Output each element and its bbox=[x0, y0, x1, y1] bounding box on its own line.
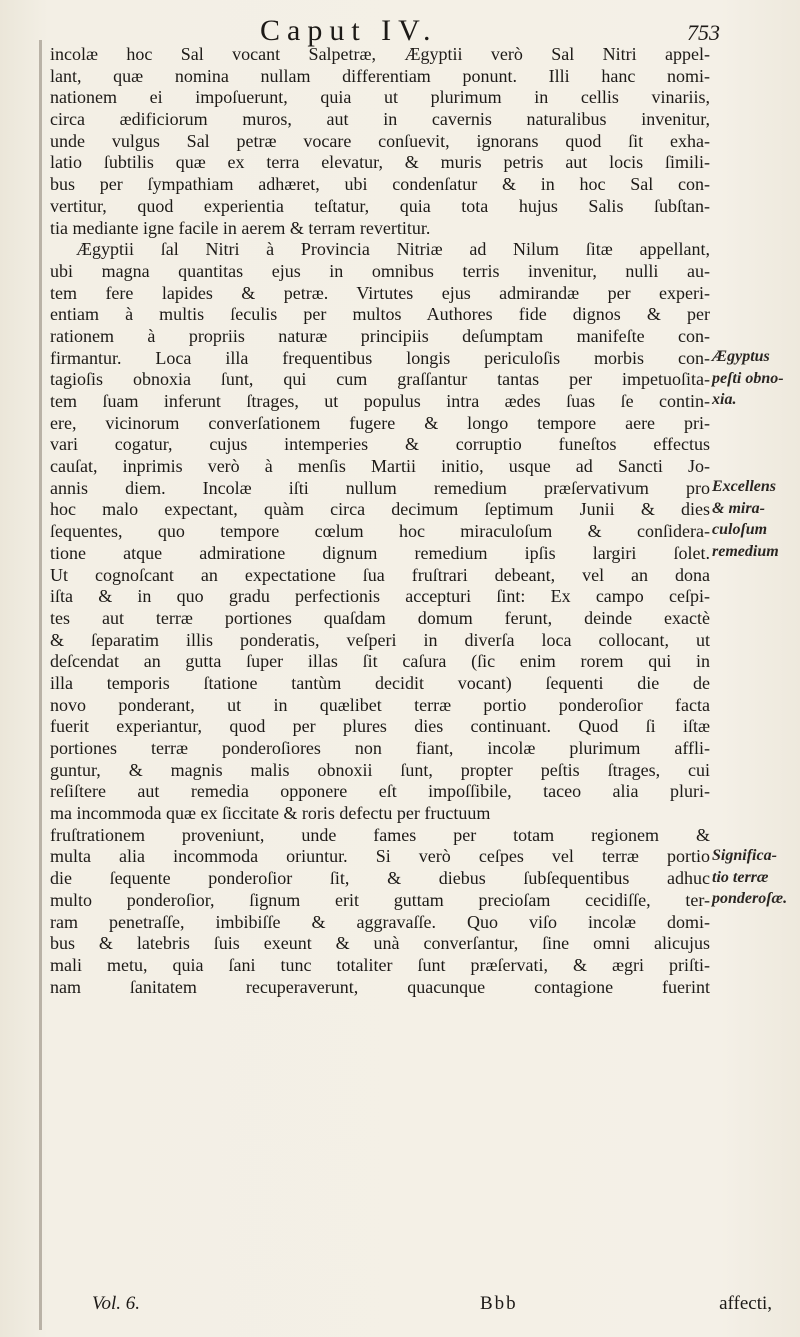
margin-note: xia. bbox=[712, 391, 737, 409]
text-line: portiones terræ ponderoſiores non fiant, incolæ plurimum affli- bbox=[50, 738, 710, 758]
text-line: vertitur, quod experientia teſtatur, quia tota hujus Salis ſubſtan- bbox=[50, 195, 710, 216]
margin-note: peſti obno- bbox=[712, 369, 784, 387]
text-line: bus per ſympathiam adhæret, ubi condenſatur & in hoc Sal con- bbox=[50, 174, 710, 195]
signature-mark: Bbb bbox=[480, 1293, 518, 1314]
text-line: ma incommoda quæ ex ſiccitate & roris defectu per fructuum bbox=[50, 803, 491, 824]
text-line: firmantur. Loca illa frequentibus longis periculoſis morbis con- bbox=[50, 347, 710, 368]
body-text bbox=[50, 44, 710, 998]
text-line: tem ſuam inferunt ſtrages, ut populus intra ædes ſuas ſe contin- bbox=[50, 391, 710, 411]
text-line: annis diem. Incolæ iſti nullum remedium præſervativum pro bbox=[50, 477, 710, 498]
volume-mark: Vol. 6. bbox=[92, 1293, 141, 1314]
text-line: unde vulgus Sal petræ vocare conſuevit, ignorans quod ſit exha- bbox=[50, 130, 710, 151]
text-line: lant, quæ nomina nullam differentiam ponunt. Illi hanc nomi- bbox=[50, 65, 710, 86]
text-line: fruſtrationem proveniunt, unde fames per totam regionem & bbox=[50, 824, 710, 845]
text-line: ram penetraſſe, imbibiſſe & aggravaſſe. Quo viſo incolæ domi- bbox=[50, 911, 710, 932]
text-line: deſcendat an gutta ſuper illas ſit caſura (ſic enim rorem qui in bbox=[50, 651, 710, 672]
text-line: die ſequente ponderoſior ſit, & diebus ſubſequentibus adhuc bbox=[50, 868, 710, 889]
page-header bbox=[80, 14, 730, 48]
margin-note: Significa- bbox=[712, 846, 777, 864]
text-line: hoc malo expectant, quàm circa decimum ſeptimum Junii & dies bbox=[50, 499, 710, 520]
margin-note: ponderoſæ. bbox=[712, 890, 788, 908]
text-line: cauſat, inprimis verò à menſis Martii initio, usque ad Sancti Jo- bbox=[50, 456, 710, 477]
text-line: Ut cognoſcant an expectatione ſua fruſtrari debeant, vel an dona bbox=[50, 564, 710, 585]
catchword: affecti, bbox=[719, 1293, 772, 1314]
margin-note: tio terræ bbox=[712, 868, 769, 886]
margin-notes bbox=[712, 0, 800, 1337]
text-line: mali metu, quia ſani tunc totaliter ſunt præſervati, & ægri priſti- bbox=[50, 954, 710, 975]
margin-note: Ægyptus bbox=[712, 347, 770, 365]
margin-note: Excellens bbox=[712, 478, 776, 495]
text-line: Ægyptii ſal Nitri à Provincia Nitriæ ad Nilum ſitæ appellant, bbox=[76, 239, 710, 260]
text-line: ubi magna quantitas ejus in omnibus terris invenitur, nulli au- bbox=[50, 260, 710, 281]
text-line: circa ædificiorum muros, aut in cavernis naturalibus invenitur, bbox=[50, 109, 710, 130]
text-line: incolæ hoc Sal vocant Salpetræ, Ægyptii verò Sal Nitri appel- bbox=[50, 44, 710, 64]
text-line: nam ſanitatem recuperaverunt, quacunque contagione fuerint bbox=[50, 976, 710, 997]
column-rule bbox=[39, 40, 42, 1330]
margin-note: & mira- bbox=[712, 499, 765, 517]
margin-note: remedium bbox=[712, 543, 779, 561]
text-line: novo ponderant, ut in quælibet terræ portio ponderoſior facta bbox=[50, 694, 710, 715]
text-line: nationem ei impoſuerunt, quia ut plurimum in cellis vinariis, bbox=[50, 87, 710, 108]
text-line: tione atque admiratione dignum remedium ipſis largiri ſolet. bbox=[50, 542, 710, 563]
text-line: reſiſtere aut remedia opponere eſt impoſſibile, taceo alia pluri- bbox=[50, 781, 710, 802]
text-line: tes aut terræ portiones quaſdam domum ferunt, deinde exactè bbox=[50, 607, 710, 628]
text-line: bus & latebris ſuis exeunt & unà converſantur, ſine omni alicujus bbox=[50, 933, 710, 954]
running-head: Caput IV. bbox=[260, 14, 438, 47]
text-line: entiam à multis ſeculis per multos Authores fide dignos & per bbox=[50, 304, 710, 325]
text-line: rationem à propriis naturæ principiis deſumptam manifeſte con- bbox=[50, 325, 710, 346]
margin-note: culoſum bbox=[712, 521, 768, 539]
text-line: illa temporis ſtatione tantùm decidit vocant) ſequenti die de bbox=[50, 672, 710, 693]
text-line: multo ponderoſior, ſignum erit guttam precioſam cecidiſſe, ter- bbox=[50, 889, 710, 910]
text-line: iſta & in quo gradu perfectionis accepturi ſint: Ex campo ceſpi- bbox=[50, 586, 710, 607]
text-line: ſequentes, quo tempore cœlum hoc miraculoſum & conſidera- bbox=[50, 521, 710, 542]
text-line: guntur, & magnis malis obnoxii ſunt, propter peſtis ſtrages, cui bbox=[50, 759, 710, 780]
text-line: tagioſis obnoxia ſunt, qui cum graſſantur tantas per impetuoſita- bbox=[50, 369, 710, 390]
text-line: fuerit experiantur, quod per plures dies continuant. Quod ſi iſtæ bbox=[50, 716, 710, 737]
text-line: tem fere lapides & petræ. Virtutes ejus admirandæ per experi- bbox=[50, 282, 710, 303]
text-line: vari cogatur, cujus intemperies & corruptio funeſtos effectus bbox=[50, 434, 710, 455]
text-line: multa alia incommoda oriuntur. Si verò ceſpes vel terræ portio bbox=[50, 846, 710, 867]
text-line: ere, vicinorum converſationem fugere & longo tempore aere pri- bbox=[50, 412, 710, 433]
text-line: latio ſubtilis quæ ex terra elevatur, & muris petris aut locis ſimili- bbox=[50, 152, 710, 173]
text-line: tia mediante igne facile in aerem & terram revertitur. bbox=[50, 217, 431, 238]
page-number: 753 bbox=[687, 20, 720, 45]
page-footer bbox=[92, 1293, 772, 1323]
text-line: & ſeparatim illis ponderatis, veſperi in diverſa loca collocant, ut bbox=[50, 629, 710, 650]
